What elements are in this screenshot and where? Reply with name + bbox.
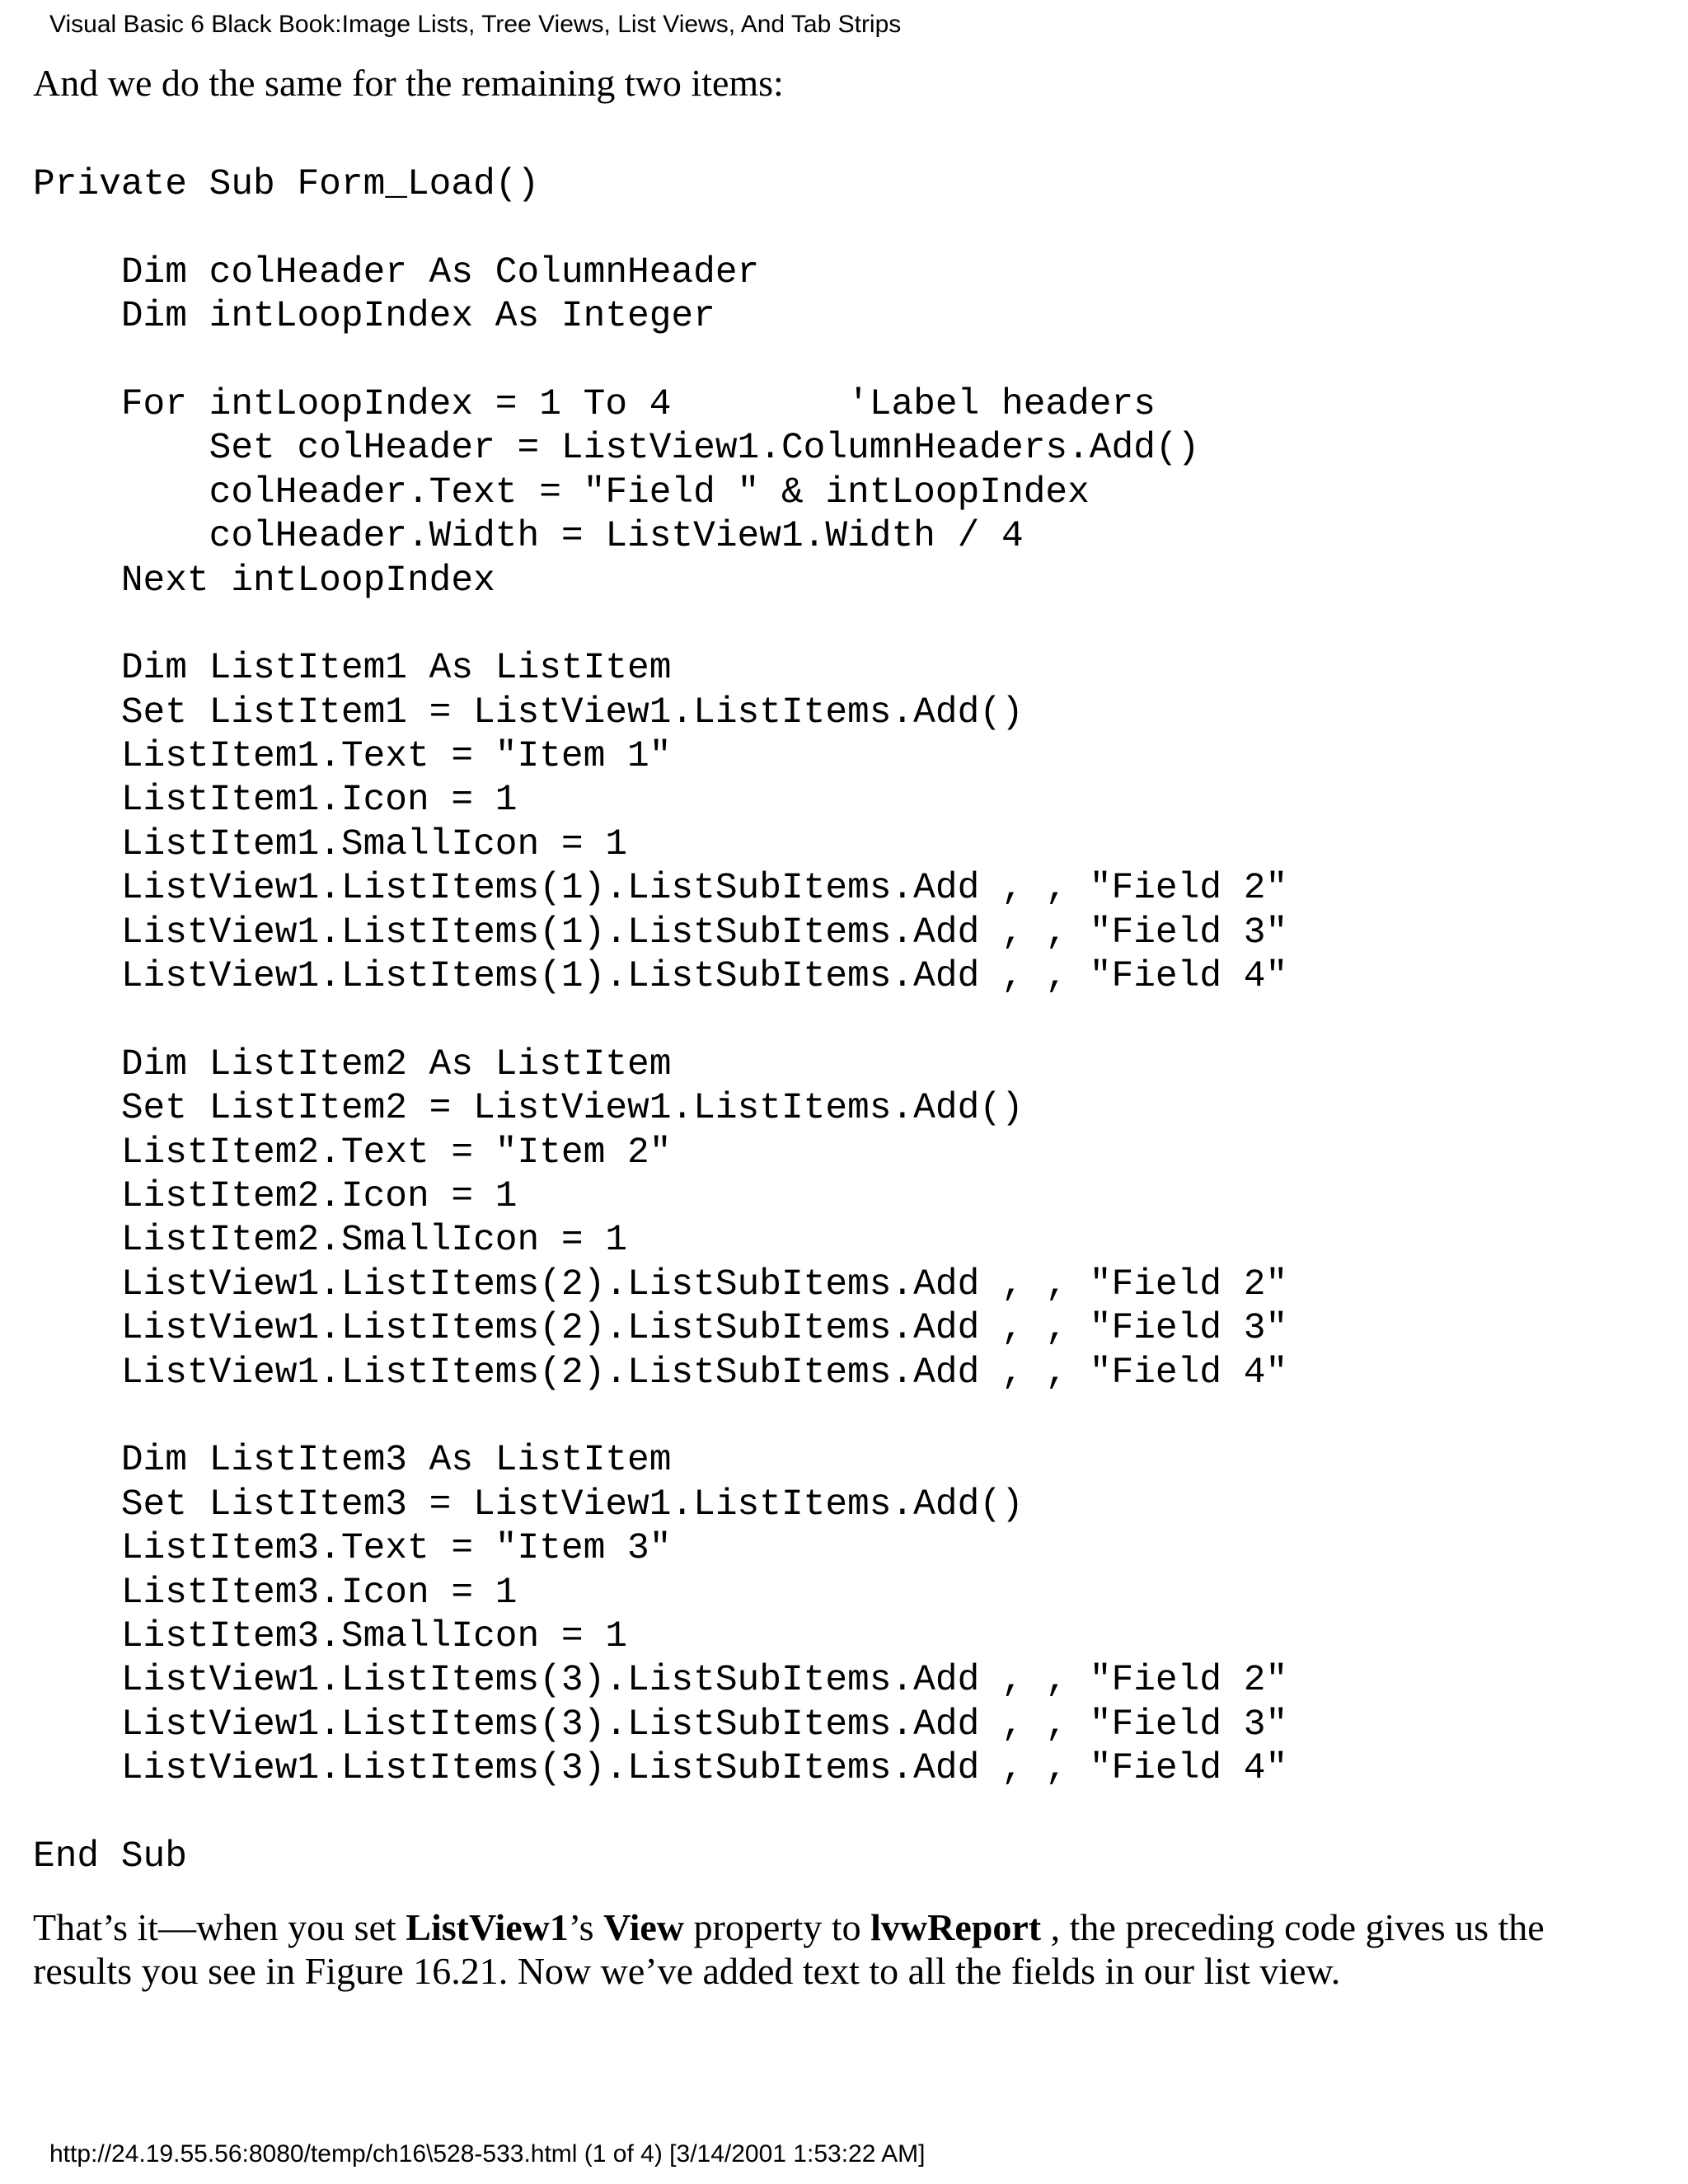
lvwreport-term: lvwReport	[870, 1906, 1042, 1948]
code-line: ListView1.ListItems(3).ListSubItems.Add , , "Field 2"	[33, 1660, 1288, 1702]
code-line: ListView1.ListItems(3).ListSubItems.Add , , "Field 4"	[33, 1748, 1288, 1790]
code-line	[33, 999, 1287, 1043]
code-line: For intLoopIndex = 1 To 4 'Label headers	[33, 383, 1156, 425]
code-line: Next intLoopIndex	[33, 560, 495, 602]
conclusion-text-3: property to	[684, 1906, 871, 1948]
code-line: ListItem1.SmallIcon = 1	[33, 823, 628, 865]
code-line: ListView1.ListItems(2).ListSubItems.Add , , "Field 3"	[33, 1308, 1288, 1350]
code-line	[33, 1395, 1287, 1439]
code-line: colHeader.Width = ListView1.Width / 4	[33, 516, 1024, 558]
code-line: ListView1.ListItems(3).ListSubItems.Add , , "Field 3"	[33, 1704, 1288, 1746]
page-header: Visual Basic 6 Black Book:Image Lists, Tree Views, List Views, And Tab Strips	[49, 11, 902, 38]
code-line: colHeader.Text = "Field " & intLoopIndex	[33, 471, 1090, 513]
intro-paragraph: And we do the same for the remaining two items:	[33, 62, 784, 104]
code-line	[33, 340, 1287, 383]
code-line: ListView1.ListItems(2).ListSubItems.Add , , "Field 4"	[33, 1352, 1288, 1394]
code-line: Dim ListItem1 As ListItem	[33, 648, 672, 690]
code-line: Set colHeader = ListView1.ColumnHeaders.Add()	[33, 428, 1200, 470]
view-term: View	[603, 1906, 685, 1948]
code-block	[33, 163, 1287, 1879]
code-line: ListView1.ListItems(1).ListSubItems.Add , , "Field 4"	[33, 956, 1288, 998]
code-line: ListView1.ListItems(1).ListSubItems.Add , , "Field 2"	[33, 868, 1288, 910]
listview1-term: ListView1	[406, 1906, 569, 1948]
code-line: Dim ListItem2 As ListItem	[33, 1043, 672, 1085]
conclusion-text-4: , the preceding code gives us the results you see in Figure 16.21. Now we’ve added text to all the fields in our list view.	[33, 1906, 1545, 1992]
code-line: Set ListItem3 = ListView1.ListItems.Add()	[33, 1483, 1024, 1526]
code-line: ListView1.ListItems(1).ListSubItems.Add , , "Field 3"	[33, 912, 1288, 954]
code-line: Set ListItem2 = ListView1.ListItems.Add()	[33, 1088, 1024, 1130]
code-line	[33, 603, 1287, 647]
conclusion-text-1: That’s it—when you set	[33, 1906, 406, 1948]
code-line: Dim ListItem3 As ListItem	[33, 1440, 672, 1482]
code-line: Dim intLoopIndex As Integer	[33, 296, 715, 338]
code-line: Set ListItem1 = ListView1.ListItems.Add()	[33, 691, 1024, 733]
code-line	[33, 1791, 1287, 1835]
page-footer-url: http://24.19.55.56:8080/temp/ch16\528-533.html (1 of 4) [3/14/2001 1:53:22 AM]	[49, 2140, 926, 2168]
code-line: Dim colHeader As ColumnHeader	[33, 251, 760, 293]
code-line: ListItem1.Text = "Item 1"	[33, 736, 672, 778]
code-line: ListItem3.Icon = 1	[33, 1572, 518, 1614]
code-line	[33, 207, 1287, 251]
code-line: ListItem3.SmallIcon = 1	[33, 1615, 628, 1657]
code-line: ListItem1.Icon = 1	[33, 780, 518, 822]
code-line: Private Sub Form_Load()	[33, 164, 540, 205]
code-line: ListItem2.Icon = 1	[33, 1175, 518, 1217]
conclusion-paragraph	[33, 1905, 1648, 1993]
code-line: ListItem3.Text = "Item 3"	[33, 1528, 672, 1570]
code-line: ListView1.ListItems(2).ListSubItems.Add , , "Field 2"	[33, 1263, 1288, 1305]
code-line: End Sub	[33, 1835, 187, 1877]
code-line: ListItem2.SmallIcon = 1	[33, 1220, 628, 1262]
conclusion-text-2: ’s	[568, 1906, 604, 1948]
code-line: ListItem2.Text = "Item 2"	[33, 1132, 672, 1174]
